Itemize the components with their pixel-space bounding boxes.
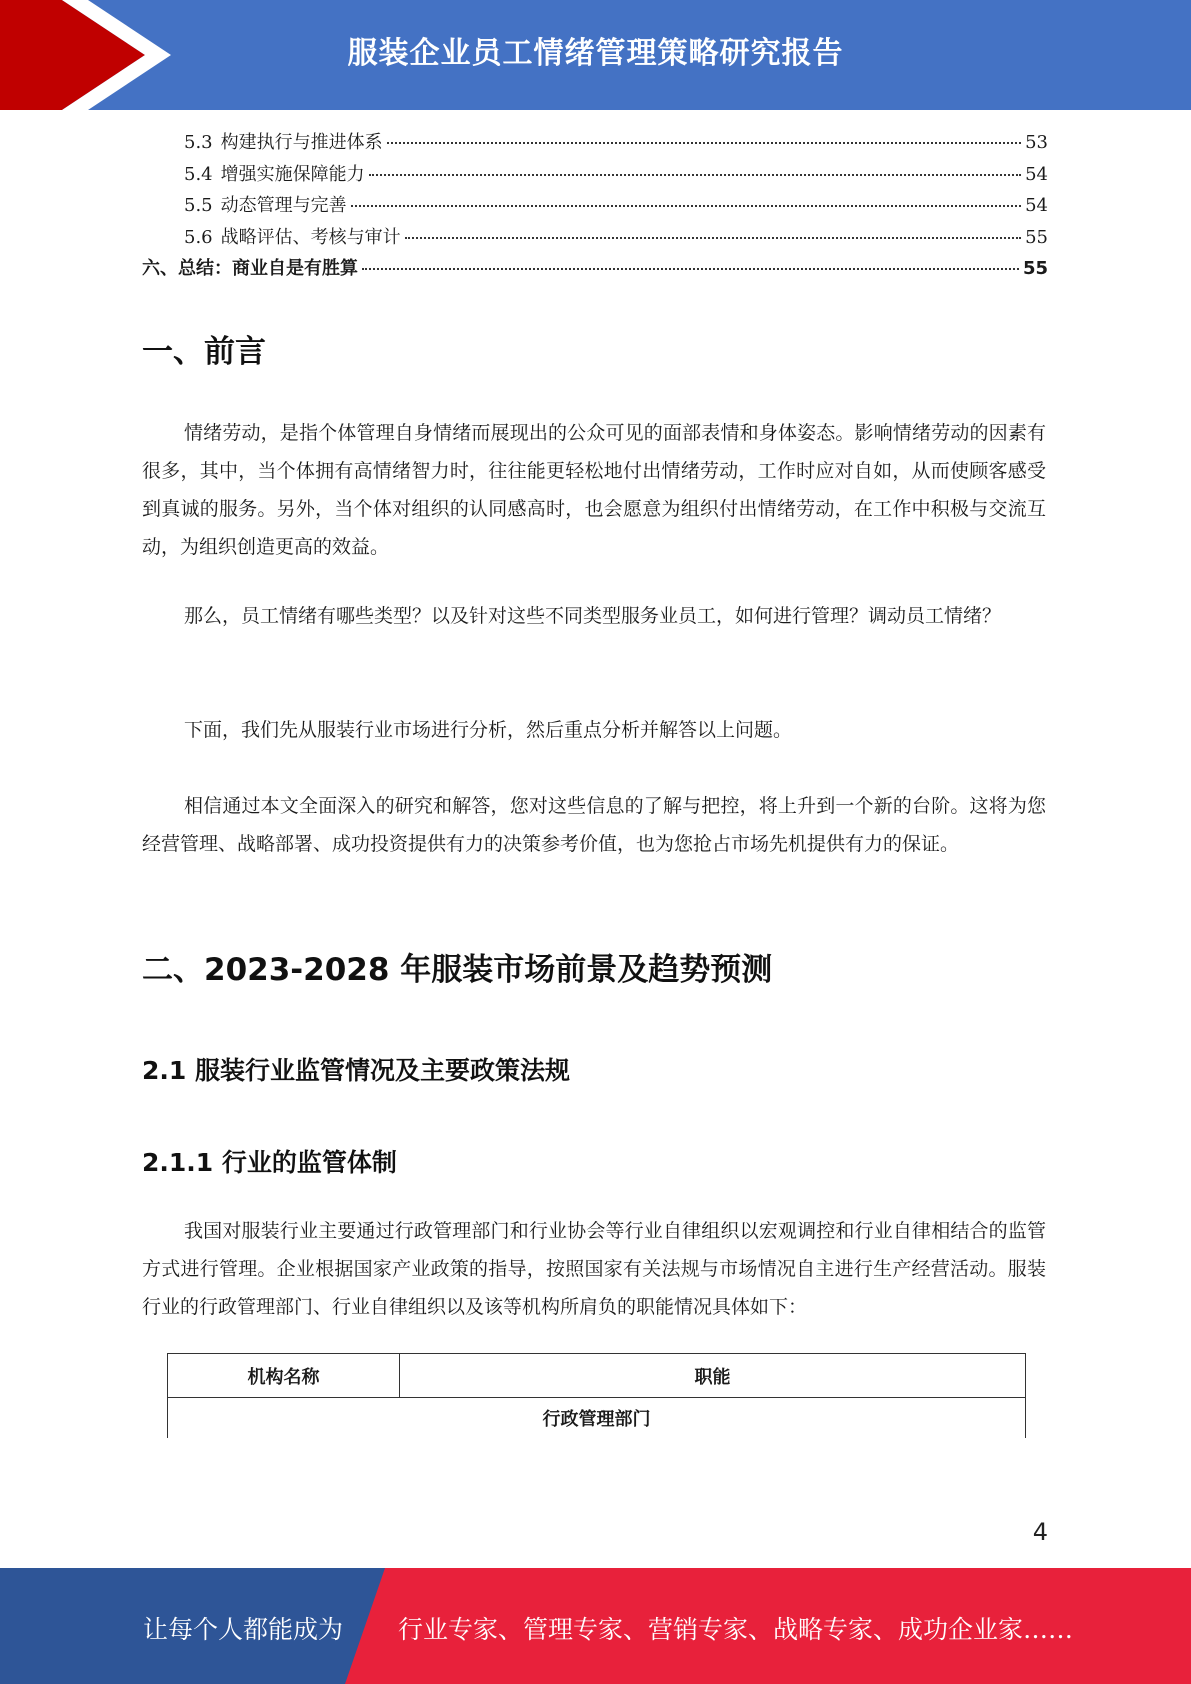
toc-entry-number: 5.3 <box>184 132 213 153</box>
subsection-heading-regulation: 2.1 服装行业监管情况及主要政策法规 <box>142 1056 570 1085</box>
table-header-row <box>168 1354 1025 1398</box>
table-header-org-name: 机构名称 <box>168 1354 400 1397</box>
table-group-row: 行政管理部门 <box>542 1409 651 1430</box>
toc-entry-title: 六、总结：商业自是有胜算 <box>142 258 358 279</box>
toc-entry-page: 55 <box>1022 258 1048 279</box>
toc-leader-dots <box>369 174 1021 176</box>
toc-entry-title: 战略评估、考核与审计 <box>220 226 401 248</box>
toc-entry-title: 动态管理与完善 <box>220 195 347 216</box>
toc-leader-dots <box>387 142 1021 144</box>
toc-entry-number: 5.4 <box>184 163 213 185</box>
table-of-contents <box>142 128 1048 286</box>
footer-slogan-left: 让每个人都能成为 <box>143 1615 344 1644</box>
subsection-heading-regulatory-system: 2.1.1 行业的监管体制 <box>142 1148 397 1177</box>
preface-paragraph: 相信通过本文全面深入的研究和解答，您对这些信息的了解与把控，将上升到一个新的台阶。这将为您经营管理、战略部署、成功投资提供有力的决策参考价值，也为您抢占市场先机提供有力的保证。 <box>142 795 1046 855</box>
toc-entry-number: 5.5 <box>184 195 213 216</box>
table-header-function: 职能 <box>694 1366 731 1388</box>
toc-entry[interactable] <box>142 160 1048 192</box>
section-heading-preface: 一、前言 <box>142 334 266 370</box>
regulatory-bodies-table <box>167 1353 1026 1438</box>
footer-slogan-right: 行业专家、管理专家、营销专家、战略专家、成功企业家…… <box>398 1615 1074 1644</box>
preface-paragraph: 情绪劳动，是指个体管理自身情绪而展现出的公众可见的面部表情和身体姿态。影响情绪劳动的因素有很多，其中，当个体拥有高情绪智力时，往往能更轻松地付出情绪劳动，工作时应对自如，从而使顾客感受到真诚的服务。另外，当个体对组织的认同感高时，也会愿意为组织付出情绪劳动，在工作中积极与交流互动，为组织创造更高的效益。 <box>142 422 1046 558</box>
toc-entry[interactable] <box>142 223 1048 255</box>
preface-paragraph: 那么，员工情绪有哪些类型？以及针对这些不同类型服务业员工，如何进行管理？调动员工情绪？ <box>184 605 1002 627</box>
page-footer <box>0 1568 1191 1684</box>
toc-entry-page: 54 <box>1025 195 1048 216</box>
page-header <box>0 0 1191 110</box>
header-title: 服装企业员工情绪管理策略研究报告 <box>347 36 844 71</box>
preface-paragraph: 下面，我们先从服装行业市场进行分析，然后重点分析并解答以上问题。 <box>184 719 793 741</box>
section-heading-market-forecast: 二、2023-2028 年服装市场前景及趋势预测 <box>142 952 773 988</box>
toc-leader-dots <box>362 268 1019 270</box>
toc-entry-page: 54 <box>1025 163 1048 185</box>
toc-entry-number: 5.6 <box>184 226 213 248</box>
toc-entry-page: 53 <box>1025 132 1048 153</box>
toc-entry-title: 构建执行与推进体系 <box>220 132 383 153</box>
toc-entry-chapter[interactable] <box>142 254 1048 286</box>
toc-entry[interactable] <box>142 191 1048 223</box>
toc-leader-dots <box>351 205 1021 207</box>
regulation-paragraph: 我国对服装行业主要通过行政管理部门和行业协会等行业自律组织以宏观调控和行业自律相结合的监管方式进行管理。企业根据国家产业政策的指导，按照国家有关法规与市场情况自主进行生产经营活动。服装行业的行政管理部门、行业自律组织以及该等机构所肩负的职能情况具体如下： <box>142 1220 1046 1318</box>
toc-entry-page: 55 <box>1025 226 1048 248</box>
toc-entry-title: 增强实施保障能力 <box>220 163 365 185</box>
page-number: 4 <box>1032 1518 1048 1546</box>
toc-entry[interactable] <box>142 128 1048 160</box>
toc-leader-dots <box>405 237 1021 239</box>
